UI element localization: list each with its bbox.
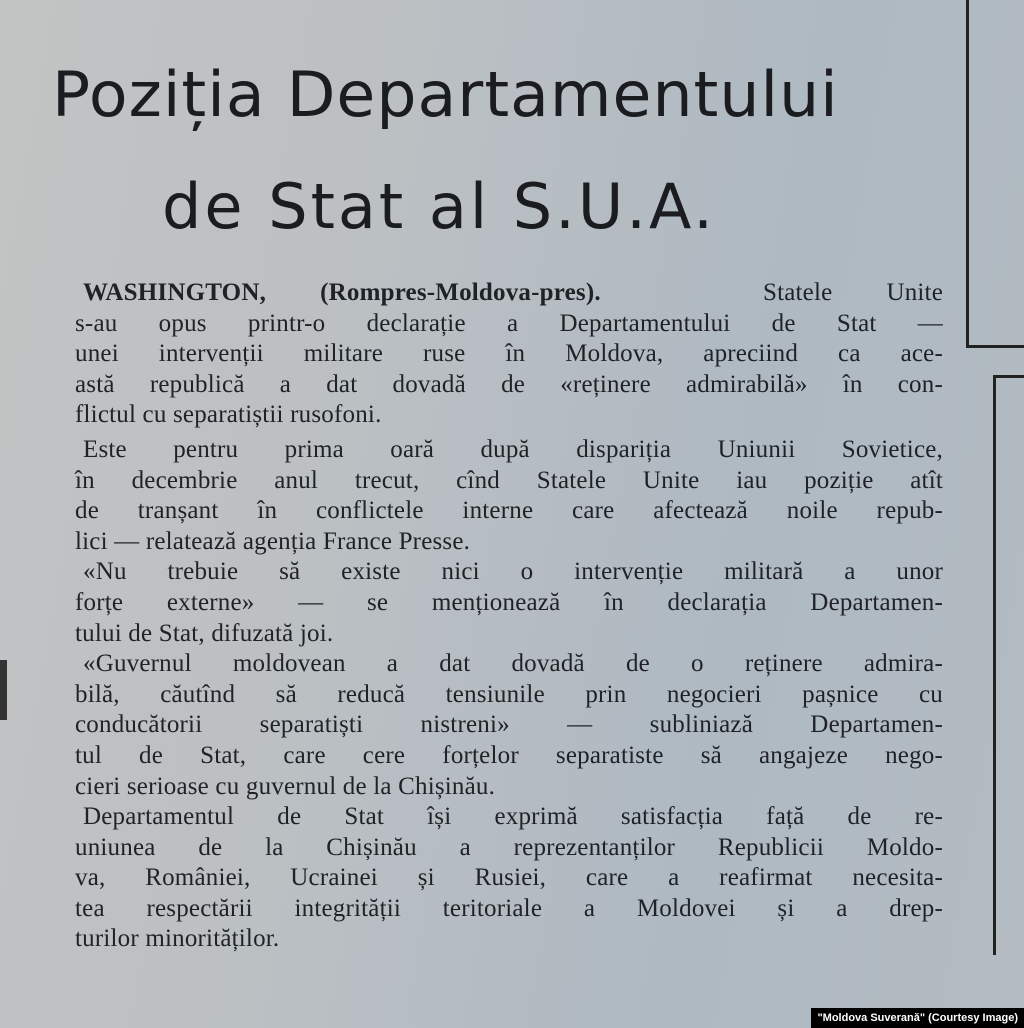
article-line: unei intervenții militare ruse în Moldova, apreciind ca ace- — [75, 340, 943, 368]
headline-line-2: de Stat al S.U.A. — [162, 170, 716, 243]
article-line: de tranșant în conflictele interne care afectează noile repub- — [75, 497, 943, 525]
article-line: tul de Stat, care cere forțelor separatiste să angajeze nego- — [75, 741, 943, 769]
article-body — [75, 278, 943, 955]
column-rule — [993, 375, 1024, 378]
article-line: astă republică a dat dovadă de «reținere admirabilă» în con- — [75, 370, 943, 398]
article-line: «Nu trebuie să existe nici o intervenție militară a unor — [83, 558, 943, 586]
article-line: «Guvernul moldovean a dat dovadă de o reținere admira- — [83, 650, 943, 678]
article-line — [75, 278, 943, 309]
article-line: tea respectării integrității teritoriale a Moldovei și a drep- — [75, 894, 943, 922]
column-rule — [966, 0, 969, 348]
column-rule — [993, 375, 996, 955]
article-line: cieri serioase cu guvernul de la Chișinău. — [75, 772, 496, 800]
dateline: WASHINGTON, (Rompres-Moldova-pres). — [83, 279, 601, 306]
headline-line-1: Poziția Departamentului — [52, 58, 839, 131]
article-line: conducătorii separatiști nistreni» — subliniază Departamen- — [75, 711, 943, 739]
image-credit-caption: "Moldova Suverană" (Courtesy Image) — [811, 1008, 1024, 1028]
article-line: forțe externe» — se menționează în declarația Departamen- — [75, 588, 943, 616]
article-line: în decembrie anul trecut, cînd Statele Unite iau poziție atît — [75, 466, 943, 494]
article-line: va, României, Ucrainei și Rusiei, care a reafirmat necesita- — [75, 864, 943, 892]
article-line: turilor minorităților. — [75, 925, 280, 953]
article-line: flictul cu separatiștii rusofoni. — [75, 401, 382, 429]
article-line: lici — relatează agenția France Presse. — [75, 527, 471, 555]
article-line: uniunea de la Chișinău a reprezentanților Republicii Moldo- — [75, 833, 943, 861]
article-line: tului de Stat, difuzată joi. — [75, 619, 334, 647]
article-text: Statele Unite — [762, 279, 943, 306]
article-line: Departamentul de Stat își exprimă satisfacția față de re- — [83, 803, 943, 831]
article-line: Este pentru prima oară după dispariția Uniunii Sovietice, — [83, 435, 943, 463]
article-line: s-au opus printr-o declarație a Departamentului de Stat — — [75, 309, 943, 337]
article-line: bilă, căutînd să reducă tensiunile prin negocieri pașnice cu — [75, 680, 943, 708]
column-rule — [966, 345, 1024, 348]
left-edge-mark — [0, 660, 7, 720]
